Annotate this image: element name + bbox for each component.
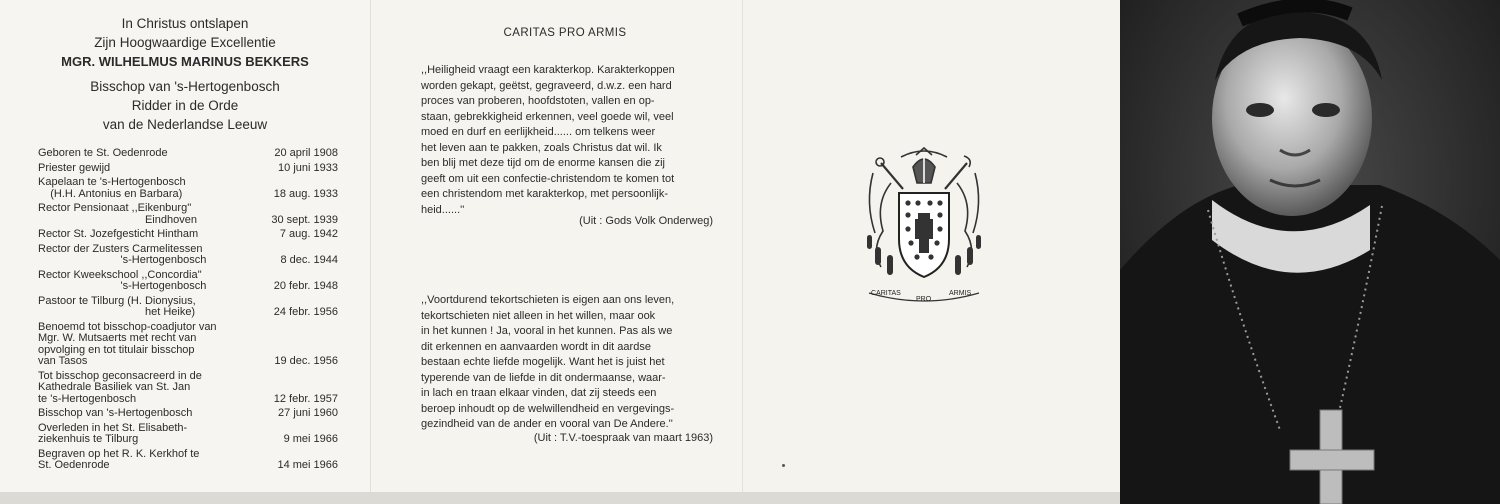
event-line: 's-Hertogenbosch bbox=[38, 280, 207, 292]
event-line: Overleden in het St. Elisabeth- bbox=[38, 421, 188, 434]
quote-2 bbox=[421, 293, 713, 433]
quote-1 bbox=[421, 63, 713, 218]
coat-of-arms-icon bbox=[861, 143, 987, 313]
portrait-panel bbox=[1120, 0, 1500, 504]
motto-title: CARITAS PRO ARMIS bbox=[503, 27, 627, 39]
motto-word-2: PRO bbox=[916, 296, 932, 303]
event-text bbox=[38, 449, 258, 472]
biography-panel bbox=[0, 0, 370, 492]
event-date: 20 april 1908 bbox=[274, 147, 338, 159]
motto-word-3: ARMIS bbox=[949, 290, 972, 297]
event-date: 14 mei 1966 bbox=[277, 459, 338, 471]
event-line: Kapelaan te 's-Hertogenbosch bbox=[38, 176, 186, 188]
quote-line: ben blij met deze tijd om de enorme kansen die zij bbox=[421, 157, 665, 169]
event-text bbox=[38, 296, 258, 319]
quote-line: staan, gebrekkigheid erkennen, veel goede wil, veel bbox=[421, 110, 674, 123]
quote-line: bestaan echte liefde mogelijk. Want het is juist het bbox=[421, 356, 665, 368]
event-date: 20 febr. 1948 bbox=[273, 280, 338, 292]
quote-2-source: (Uit : T.V.-toespraak van maart 1963) bbox=[533, 432, 713, 444]
event-text bbox=[38, 371, 258, 406]
quote-line: tekortschieten niet alleen in het willen, maar ook bbox=[421, 309, 656, 322]
event-line: (H.H. Antonius en Barbara) bbox=[38, 187, 183, 200]
event-line: 's-Hertogenbosch bbox=[38, 254, 207, 266]
event-text bbox=[38, 270, 258, 293]
heading-line: Bisschop van 's-Hertogenbosch bbox=[90, 79, 280, 94]
quote-line: ,,Voortdurend tekortschieten is eigen aan ons leven, bbox=[421, 294, 675, 306]
event-text bbox=[38, 177, 258, 200]
event-date: 8 dec. 1944 bbox=[280, 254, 338, 266]
quote-line: het leven aan te pakken, zoals Christus dat wil. Ik bbox=[421, 141, 662, 154]
event-line: Tot bisschop geconsacreerd in de bbox=[38, 369, 202, 382]
heading-line: MGR. WILHELMUS MARINUS BEKKERS bbox=[61, 54, 309, 69]
event-line: van Tasos bbox=[38, 355, 88, 367]
bishop-portrait-photo bbox=[1120, 0, 1500, 504]
event-text bbox=[38, 163, 258, 175]
event-line: Geboren te St. Oedenrode bbox=[38, 147, 168, 159]
quote-line: heid......'' bbox=[421, 203, 465, 216]
event-text bbox=[38, 229, 258, 241]
event-line: Mgr. W. Mutsaerts met recht van bbox=[38, 332, 197, 344]
event-text bbox=[38, 423, 258, 446]
quote-line: worden gekapt, geëtst, gegraveerd, d.w.z. een hard bbox=[421, 79, 672, 92]
event-date: 9 mei 1966 bbox=[283, 433, 338, 445]
quote-line: moed en durf en eerlijkheid...... om telkens weer bbox=[421, 126, 656, 138]
heading-line: In Christus ontslapen bbox=[121, 16, 249, 31]
event-text bbox=[38, 244, 258, 267]
event-line: Rector Pensionaat ,,Eikenburg'' bbox=[38, 202, 192, 214]
event-text bbox=[38, 322, 258, 368]
event-line: Eindhoven bbox=[38, 213, 197, 226]
event-line: Pastoor te Tilburg (H. Dionysius, bbox=[38, 294, 196, 307]
speck bbox=[782, 464, 785, 467]
event-date: 27 juni 1960 bbox=[278, 407, 338, 419]
event-line: Rector St. Jozefgesticht Hintham bbox=[38, 228, 199, 240]
event-date: 10 juni 1933 bbox=[278, 161, 338, 174]
heading-line: van de Nederlandse Leeuw bbox=[102, 117, 268, 132]
event-date: 24 febr. 1956 bbox=[273, 306, 338, 318]
event-date: 19 dec. 1956 bbox=[274, 355, 338, 367]
quote-line: proces van proberen, hoofdstoten, vallen en op- bbox=[421, 95, 655, 107]
event-line: Rector Kweekschool ,,Concordia'' bbox=[38, 268, 202, 281]
event-line: Bisschop van 's-Hertogenbosch bbox=[38, 407, 193, 419]
bottom-edge bbox=[0, 492, 1120, 504]
motto-word-1: CARITAS bbox=[871, 290, 901, 297]
heading-line: Zijn Hoogwaardige Excellentie bbox=[94, 35, 276, 50]
quote-line: beroep inhoudt op de welwillendheid en vergevings- bbox=[421, 402, 675, 415]
quote-line: in lach en traan elkaar vinden, dat zij steeds een bbox=[421, 387, 657, 399]
quote-line: een christendom met karakterkop, met persoonlijk- bbox=[421, 188, 668, 200]
quote-line: geeft om uit een confectie-christendom te komen tot bbox=[421, 172, 675, 185]
event-date: 18 aug. 1933 bbox=[273, 187, 338, 200]
quote-line: typerende van de liefde in dit ondermaanse, waar- bbox=[421, 371, 666, 384]
event-date: 7 aug. 1942 bbox=[279, 228, 338, 240]
quote-line: dit erkennen en aanvaarden wordt in dit aardse bbox=[421, 340, 651, 353]
event-line: te 's-Hertogenbosch bbox=[38, 392, 137, 405]
quote-1-source: (Uit : Gods Volk Onderweg) bbox=[579, 215, 713, 227]
event-line: opvolging en tot titulair bisschop bbox=[38, 343, 195, 356]
heading-line: Ridder in de Orde bbox=[131, 98, 239, 113]
event-text bbox=[38, 203, 258, 226]
event-line: ziekenhuis te Tilburg bbox=[38, 433, 139, 445]
quote-line: in het kunnen ! Ja, vooral in het kunnen. Pas als we bbox=[421, 325, 673, 337]
event-text bbox=[38, 148, 258, 160]
event-line: Rector der Zusters Carmelitessen bbox=[38, 242, 203, 255]
event-line: Priester gewijd bbox=[38, 161, 111, 174]
event-line: Benoemd tot bisschop-coadjutor van bbox=[38, 320, 217, 333]
quote-line: ,,Heiligheid vraagt een karakterkop. Karakterkoppen bbox=[421, 64, 675, 76]
event-text bbox=[38, 408, 258, 420]
quote-line: gezindheid van de ander en vooral van De Andere.'' bbox=[421, 418, 673, 430]
event-line: St. Oedenrode bbox=[38, 459, 110, 471]
event-line: Begraven op het R. K. Kerkhof te bbox=[38, 447, 200, 460]
event-date: 12 febr. 1957 bbox=[273, 392, 338, 405]
event-date: 30 sept. 1939 bbox=[271, 213, 338, 226]
event-line: Kathedrale Basiliek van St. Jan bbox=[38, 381, 191, 393]
event-line: het Heike) bbox=[38, 306, 196, 318]
